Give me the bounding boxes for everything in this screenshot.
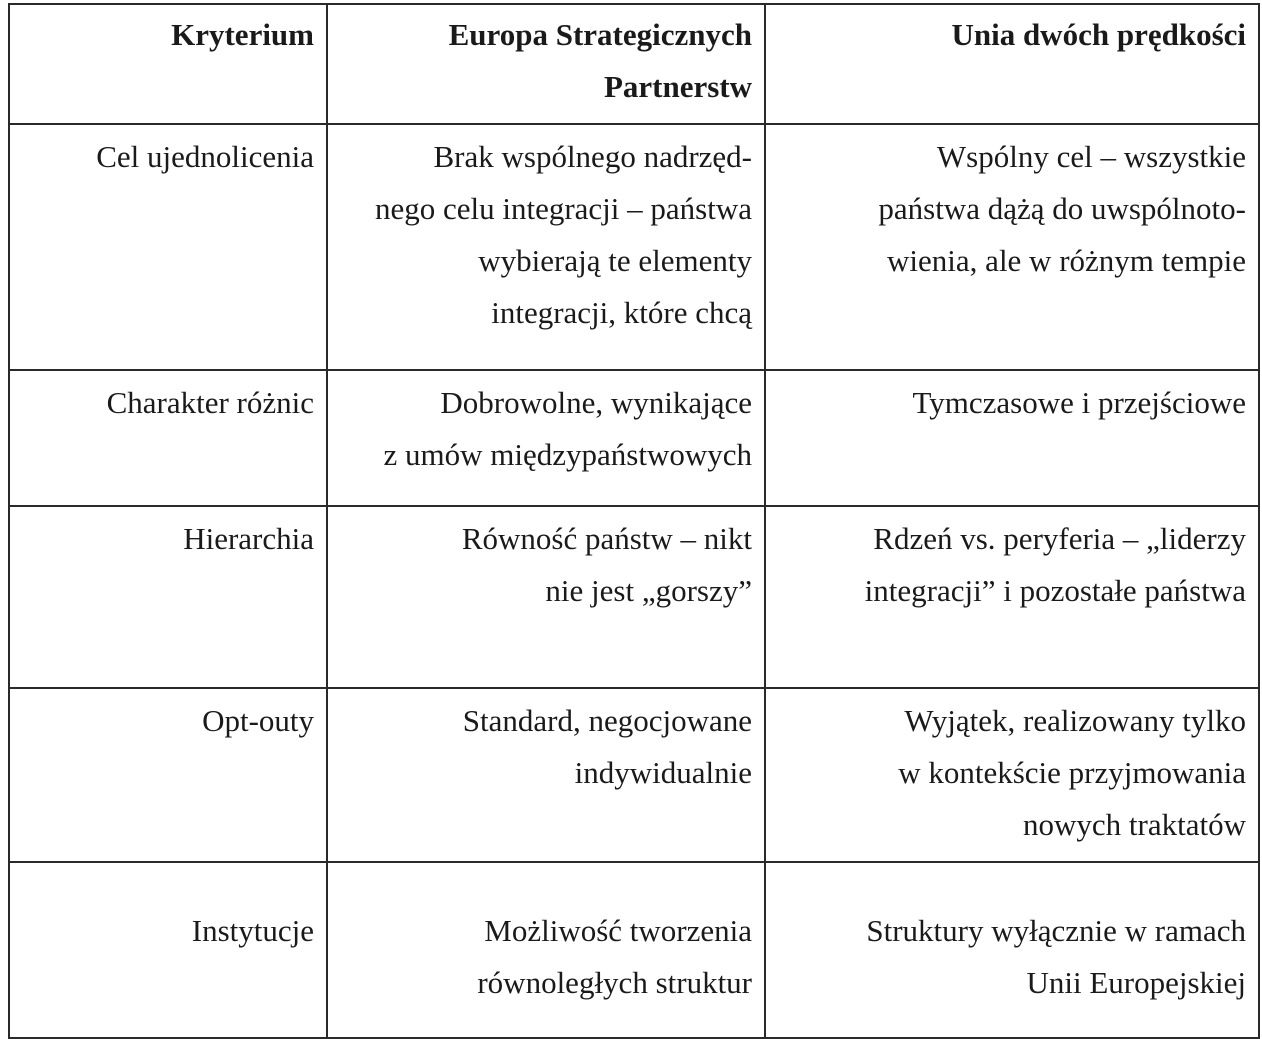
header-europe-strategic-partnerships: Europa Strategicznych Partnerstw	[327, 4, 765, 124]
udp-cell: Rdzeń vs. peryferia – „liderzy integracji” i pozostałe państwa	[765, 506, 1259, 688]
esp-cell: Równość państw – nikt nie jest „gorszy”	[327, 506, 765, 688]
table-row	[9, 506, 1259, 688]
table-row	[9, 688, 1259, 862]
table-header-row	[9, 4, 1259, 124]
table-row	[9, 370, 1259, 506]
udp-cell: Struktury wyłącznie w ramach Unii Europejskiej	[765, 862, 1259, 1038]
criterion-cell: Cel ujednolicenia	[9, 124, 327, 370]
esp-cell: Standard, negocjowane indywidualnie	[327, 688, 765, 862]
header-criterion: Kryterium	[9, 4, 327, 124]
table-row	[9, 862, 1259, 1038]
udp-cell: Wspólny cel – wszystkie państwa dążą do uwspólnoto- wienia, ale w różnym tempie	[765, 124, 1259, 370]
comparison-table	[8, 3, 1260, 1039]
criterion-cell: Opt-outy	[9, 688, 327, 862]
criterion-cell: Hierarchia	[9, 506, 327, 688]
table-row	[9, 124, 1259, 370]
esp-cell: Możliwość tworzenia równoległych struktur	[327, 862, 765, 1038]
esp-cell: Dobrowolne, wynikające z umów międzypaństwowych	[327, 370, 765, 506]
udp-cell: Wyjątek, realizowany tylko w kontekście przyjmowania nowych traktatów	[765, 688, 1259, 862]
criterion-cell: Instytucje	[9, 862, 327, 1038]
criterion-cell: Charakter różnic	[9, 370, 327, 506]
udp-cell: Tymczasowe i przejściowe	[765, 370, 1259, 506]
header-two-speed-union: Unia dwóch prędkości	[765, 4, 1259, 124]
esp-cell: Brak wspólnego nadrzęd- nego celu integracji – państwa wybierają te elementy integracji, które chcą	[327, 124, 765, 370]
